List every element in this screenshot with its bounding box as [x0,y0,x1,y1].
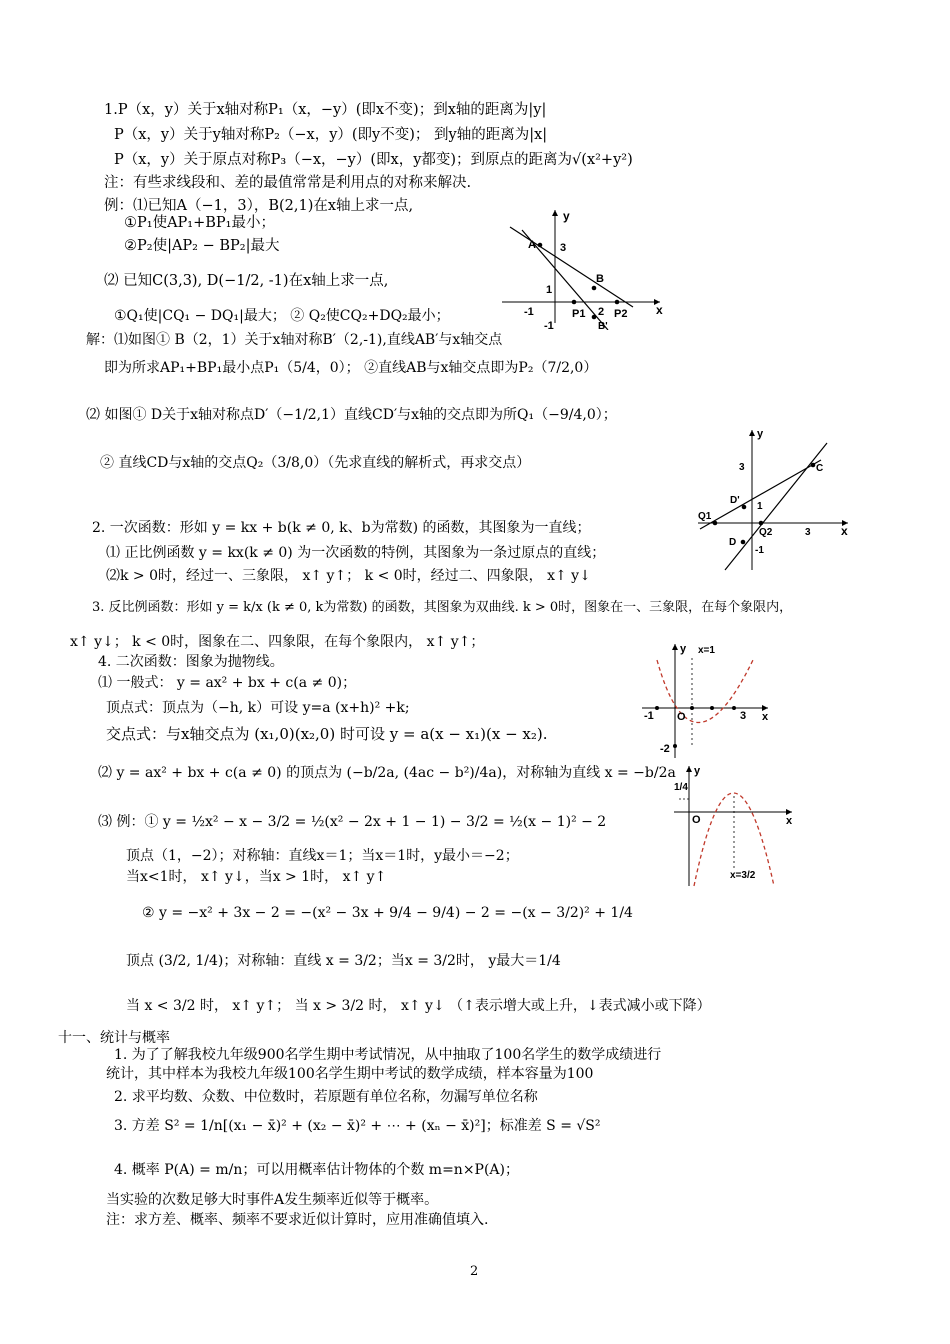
text-line: ② 直线CD与x轴的交点Q₂（3/8,0）（先求直线的解析式，再求交点） [100,455,531,471]
fig1-tick-2: 2 [598,306,605,318]
fig2-label-Dprime: D' [730,495,740,506]
figure-parabola-up [640,640,780,760]
fig3-tick-3: 3 [740,710,747,722]
text-line: ⑴ 正比例函数 y = kx(k ≠ 0) 为一次函数的特例，其图象为一条过原点的直线； [106,545,606,561]
figure-symmetry-diagram [500,205,670,330]
fig3-axis-label: x=1 [698,645,715,656]
fig3-tick-neg1: -1 [644,710,654,722]
fig2-label-Q2: Q2 [759,527,773,538]
text-line: 顶点式：顶点为（−h, k）可设 y=a (x+h)² +k; [106,700,410,716]
text-line: 当x<1时， x↑ y↓，当x > 1时， x↑ y↑ [126,869,387,885]
fig1-tick-neg1y: -1 [544,320,554,330]
fig3-origin: O [677,711,686,723]
text-line: ⑵ 已知C(3,3), D(−1/2, -1)在x轴上求一点, [104,273,389,289]
text-line: 3. 方差 S² = 1/n[(x₁ − x̄)² + (x₂ − x̄)² + ⋯ + (xₙ − x̄)²]；标准差 S = √S² [114,1118,601,1134]
text-line: ⑵ y = ax² + bx + c(a ≠ 0) 的顶点为 (−b/2a, (4ac − b²)/4a)，对称轴为直线 x = −b/2a [98,765,676,781]
fig3-tick-neg2: -2 [660,743,670,755]
fig2-label-Q1: Q1 [698,511,712,522]
text-line: ⑵k > 0时，经过一、三象限， x↑ y↑； k < 0时，经过二、四象限， x↑ y↓ [106,568,591,584]
text-line: 注：有些求线段和、差的最值常常是利用点的对称来解决. [104,175,472,191]
fig1-axis-x: x [656,303,663,317]
fig2-label-C: C [816,463,824,474]
fig4-axis-x: x [786,815,793,827]
fig2-axis-x: x [841,524,848,538]
fig4-axis-y: y [694,765,701,777]
fig4-axis-note: x=3/2 [730,870,756,881]
section-heading: 十一、统计与概率 [58,1030,170,1046]
fig3-axis-x: x [762,711,769,723]
figure-cd-diagram [695,425,855,575]
text-line: 例：⑴已知A（−1，3），B(2,1)在x轴上求一点, [104,198,414,214]
text-line: 1. 为了了解我校九年级900名学生期中考试情况，从中抽取了100名学生的数学成绩进行 [114,1047,662,1063]
fig2-axis-y: y [757,428,764,440]
fig2-tick-3x: 3 [805,527,811,538]
text-line: P（x，y）关于原点对称P₃（−x，−y）(即x，y都变)；到原点的距离为√(x²+y²) [114,152,633,168]
text-line: 解：⑴如图① B（2，1）关于x轴对称B′（2,-1),直线AB′与x轴交点 [86,332,503,348]
text-line: 当实验的次数足够大时事件A发生频率近似等于概率。 [106,1192,439,1208]
text-line: ⑵ 如图① D关于x轴对称点D′（−1/2,1）直线CD′与x轴的交点即为所Q₁（−9/4,0）； [86,407,617,423]
text-line: ②P₂使|AP₂ − BP₂|最大 [124,238,280,254]
fig1-tick-neg1x: -1 [524,306,534,318]
text-line: ② y = −x² + 3x − 2 = −(x² − 3x + 9/4 − 9/4) − 2 = −(x − 3/2)² + 1/4 [142,905,633,921]
text-line: 即为所求AP₁+BP₁最小点P₁（5/4，0）； ②直线AB与x轴交点即为P₂（7/2,0） [104,360,598,376]
text-line: 4. 二次函数：图象为抛物线。 [98,654,284,670]
fig4-tick-quarter: 1/4 [674,782,688,793]
text-line: ⑶ 例：① y = ½x² − x − 3/2 = ½(x² − 2x + 1 − 1) − 3/2 = ½(x − 1)² − 2 [98,814,607,830]
text-line: 注：求方差、概率、频率不要求近似计算时，应用准确值填入. [106,1212,489,1228]
fig1-axis-y: y [563,209,570,223]
fig1-label-P1: P1 [572,308,586,320]
fig1-label-Bprime: B' [598,321,608,330]
fig1-label-A: A [528,239,536,251]
text-line: P（x，y）关于y轴对称P₂（−x，y）(即y不变)； 到y轴的距离为|x| [114,127,548,143]
fig1-tick-3: 3 [560,242,567,254]
text-line: 顶点（1，−2）；对称轴：直线x＝1；当x＝1时，y最小＝−2； [126,848,519,864]
text-line: 3. 反比例函数：形如 y = k/x (k ≠ 0, k为常数) 的函数，其图象为双曲线. k > 0时，图象在一、三象限，在每个象限内， [92,600,793,615]
fig1-label-P2: P2 [614,308,628,320]
text-line: 2. 求平均数、众数、中位数时，若原题有单位名称，勿漏写单位名称 [114,1089,538,1105]
text-line: 交点式：与x轴交点为 (x₁,0)(x₂,0) 时可设 y = a(x − x₁)(x − x₂). [106,725,548,743]
text-line: 1.P（x，y）关于x轴对称P₁（x，−y）(即x不变)；到x轴的距离为|y| [104,102,547,118]
fig2-tick-1: 1 [757,501,763,512]
fig2-tick-neg1: -1 [755,545,764,556]
text-line: 2. 一次函数：形如 y = kx + b(k ≠ 0, k、b为常数) 的函数，其图象为一直线； [92,520,591,536]
text-line: ⑴ 一般式： y = ax² + bx + c(a ≠ 0)； [98,675,357,691]
text-line: ①P₁使AP₁+BP₁最小； [124,215,275,231]
text-line: 当 x < 3/2 时， x↑ y↑； 当 x > 3/2 时， x↑ y↓ （↑表示增大或上升，↓表式减小或下降） [126,998,711,1014]
fig3-axis-y: y [680,643,687,655]
text-line: 4. 概率 P(A) = m/n；可以用概率估计物体的个数 m=n×P(A)； [114,1162,520,1178]
text-line: ①Q₁使|CQ₁ − DQ₁|最大； ② Q₂使CQ₂+DQ₂最小； [114,308,450,324]
page-number: 2 [470,1264,479,1279]
fig4-origin: O [692,814,701,826]
fig1-tick-1: 1 [546,284,553,296]
fig2-tick-3y: 3 [739,462,745,473]
fig2-label-D: D [729,537,737,548]
text-line: 统计，其中样本为我校九年级100名学生期中考试的数学成绩，样本容量为100 [106,1066,594,1082]
text-line: 顶点 (3/2, 1/4)；对称轴：直线 x = 3/2；当x = 3/2时， y最大＝1/4 [126,953,561,969]
fig1-label-B: B [596,273,604,285]
text-line: x↑ y↓； k < 0时，图象在二、四象限，在每个象限内， x↑ y↑； [70,634,485,650]
figure-parabola-down [672,760,802,890]
